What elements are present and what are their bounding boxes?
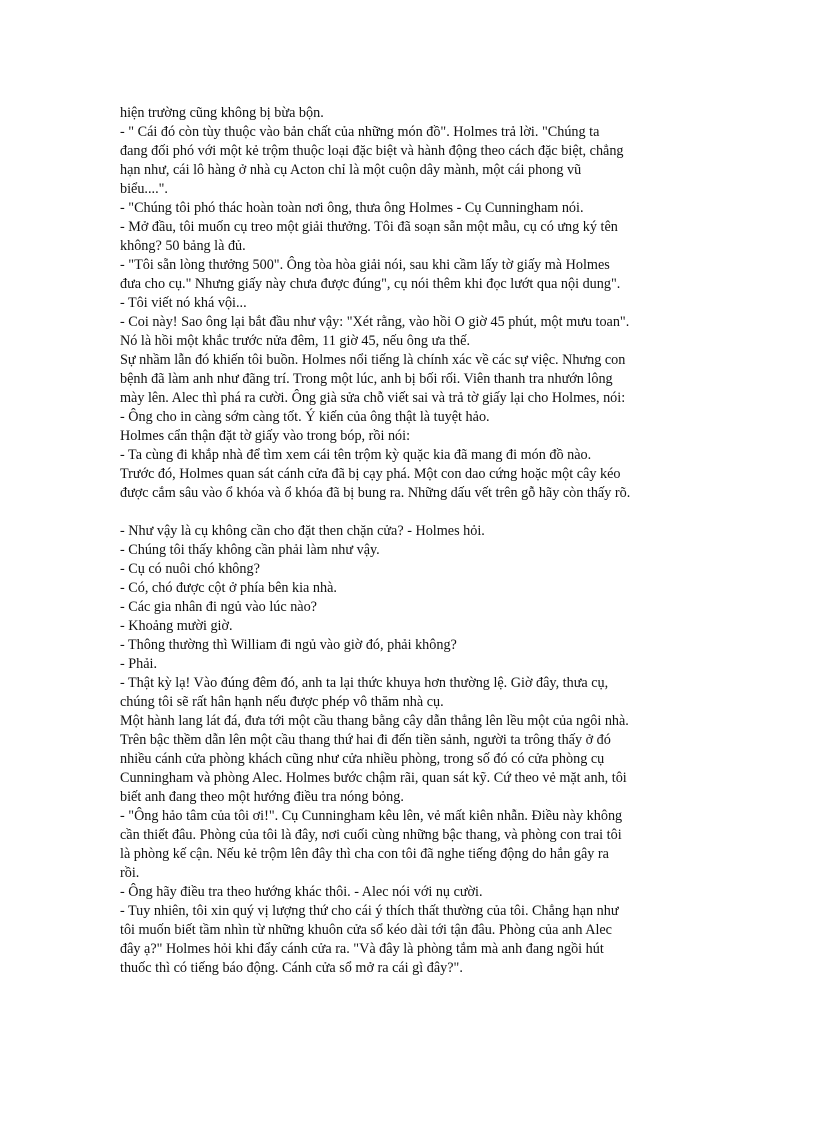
- text-line: - Các gia nhân đi ngủ vào lúc nào?: [120, 599, 317, 615]
- text-line: đang đối phó với một kẻ trộm thuộc loại đặc biệt và hành động theo cách đặc biệt, chẳng: [120, 143, 624, 159]
- text-line: không? 50 bảng là đủ.: [120, 238, 246, 254]
- text-line: - Cụ có nuôi chó không?: [120, 561, 260, 577]
- text-line: - Chúng tôi thấy không cần phải làm như vậy.: [120, 542, 380, 558]
- text-line: - Thật kỳ lạ! Vào đúng đêm đó, anh ta lại thức khuya hơn thường lệ. Giờ đây, thưa cụ,: [120, 675, 609, 691]
- text-line: - Ông cho in càng sớm càng tốt. Ý kiến của ông thật là tuyệt hảo.: [120, 409, 490, 425]
- text-line: tôi muốn biết tầm nhìn từ những khuôn cửa sổ kéo dài tới tận đâu. Phòng của anh Alec: [120, 922, 612, 938]
- text-line: thuốc thì có tiếng báo động. Cánh cửa sổ mở ra cái gì đây?".: [120, 960, 463, 976]
- text-line: - Có, chó được cột ở phía bên kia nhà.: [120, 580, 337, 596]
- document-body: [120, 104, 710, 978]
- text-line: - "Chúng tôi phó thác hoàn toàn nơi ông, thưa ông Holmes - Cụ Cunningham nói.: [120, 200, 584, 216]
- document-page: [120, 104, 710, 978]
- text-line: Sự nhầm lẫn đó khiến tôi buồn. Holmes nổi tiếng là chính xác về các sự việc. Nhưng con: [120, 352, 626, 368]
- text-line: - Tuy nhiên, tôi xin quý vị lượng thứ cho cái ý thích thất thường của tôi. Chẳng hạn như: [120, 903, 619, 919]
- text-line: - Phải.: [120, 656, 158, 672]
- text-line: - " Cái đó còn tùy thuộc vào bản chất của những món đồ". Holmes trả lời. "Chúng ta: [120, 124, 600, 140]
- text-line: là phòng kế cận. Nếu kẻ trộm lên đây thì cha con tôi đã nghe tiếng động do hắn gây ra: [120, 846, 609, 862]
- text-line: - Như vậy là cụ không cần cho đặt then chặn cửa? - Holmes hỏi.: [120, 523, 485, 539]
- text-line: - Coi này! Sao ông lại bắt đầu như vậy: "Xét rằng, vào hồi O giờ 45 phút, một mưu toan".: [120, 314, 630, 330]
- text-line: Trước đó, Holmes quan sát cánh cửa đã bị cạy phá. Một con dao cứng hoặc một cây kéo: [120, 466, 621, 482]
- text-line: bệnh đã làm anh như đãng trí. Trong một lúc, anh bị bối rối. Viên thanh tra nhướn lông: [120, 371, 613, 387]
- text-line: mày lên. Alec thì phá ra cười. Ông già sửa chỗ viết sai và trả tờ giấy lại cho Holmes, nói:: [120, 390, 626, 406]
- text-line: Một hành lang lát đá, đưa tới một cầu thang bằng cây dẫn thẳng lên lều một của ngôi nhà.: [120, 713, 629, 729]
- text-line: biết anh đang theo một hướng điều tra nóng bỏng.: [120, 789, 404, 805]
- text-line: hiện trường cũng không bị bừa bộn.: [120, 105, 324, 121]
- text-line: được cắm sâu vào ổ khóa và ổ khóa đã bị bung ra. Những dấu vết trên gỗ hãy còn thấy rõ.: [120, 485, 631, 501]
- text-line: Trên bậc thềm dẫn lên một cầu thang thứ hai đi đến tiền sảnh, người ta trông thấy ở đó: [120, 732, 611, 748]
- text-line: đây ạ?" Holmes hỏi khi đẩy cánh cửa ra. "Và đây là phòng tắm mà anh đang ngồi hút: [120, 941, 604, 957]
- text-line: - Ta cùng đi khắp nhà để tìm xem cái tên trộm kỳ quặc kia đã mang đi món đồ nào.: [120, 447, 592, 463]
- text-line: Nó là hồi một khắc trước nửa đêm, 11 giờ 45, nếu ông ưa thế.: [120, 333, 470, 349]
- text-line: cần thiết đâu. Phòng của tôi là đây, nơi cuối cùng những bậc thang, và phòng con trai tôi: [120, 827, 622, 843]
- text-line: đưa cho cụ." Nhưng giấy này chưa được đúng", cụ nói thêm khi đọc lướt qua nội dung".: [120, 276, 621, 292]
- text-line: chúng tôi sẽ rất hân hạnh nếu được phép vô thăm nhà cụ.: [120, 694, 444, 710]
- text-line: - Khoảng mười giờ.: [120, 618, 233, 634]
- text-line: hạn như, cái lô hàng ở nhà cụ Acton chỉ là một cuộn dây mành, một cái phong vũ: [120, 162, 582, 178]
- text-line: - Thông thường thì William đi ngủ vào giờ đó, phải không?: [120, 637, 457, 653]
- text-line: nhiều cánh cửa phòng khách cũng như cửa nhiều phòng, trong số đó có cửa phòng cụ: [120, 751, 605, 767]
- text-line: - "Tôi sẵn lòng thưởng 500". Ông tòa hòa giải nói, sau khi cầm lấy tờ giấy mà Holmes: [120, 257, 610, 273]
- text-line: - Mở đầu, tôi muốn cụ treo một giải thưởng. Tôi đã soạn sẵn một mẫu, cụ có ưng ký tên: [120, 219, 618, 235]
- text-line: - Ông hãy điều tra theo hướng khác thôi. - Alec nói với nụ cười.: [120, 884, 483, 900]
- text-line: - "Ông hảo tâm của tôi ơi!". Cụ Cunningham kêu lên, vẻ mất kiên nhẫn. Điều này không: [120, 808, 623, 824]
- blank-line: [120, 503, 710, 522]
- text-line: biểu....".: [120, 181, 168, 197]
- text-line: rồi.: [120, 865, 140, 881]
- text-line: Cunningham và phòng Alec. Holmes bước chậm rãi, quan sát kỹ. Cứ theo vẻ mặt anh, tôi: [120, 770, 627, 786]
- text-line: Holmes cẩn thận đặt tờ giấy vào trong bóp, rồi nói:: [120, 428, 411, 444]
- text-line: - Tôi viết nó khá vội...: [120, 295, 247, 311]
